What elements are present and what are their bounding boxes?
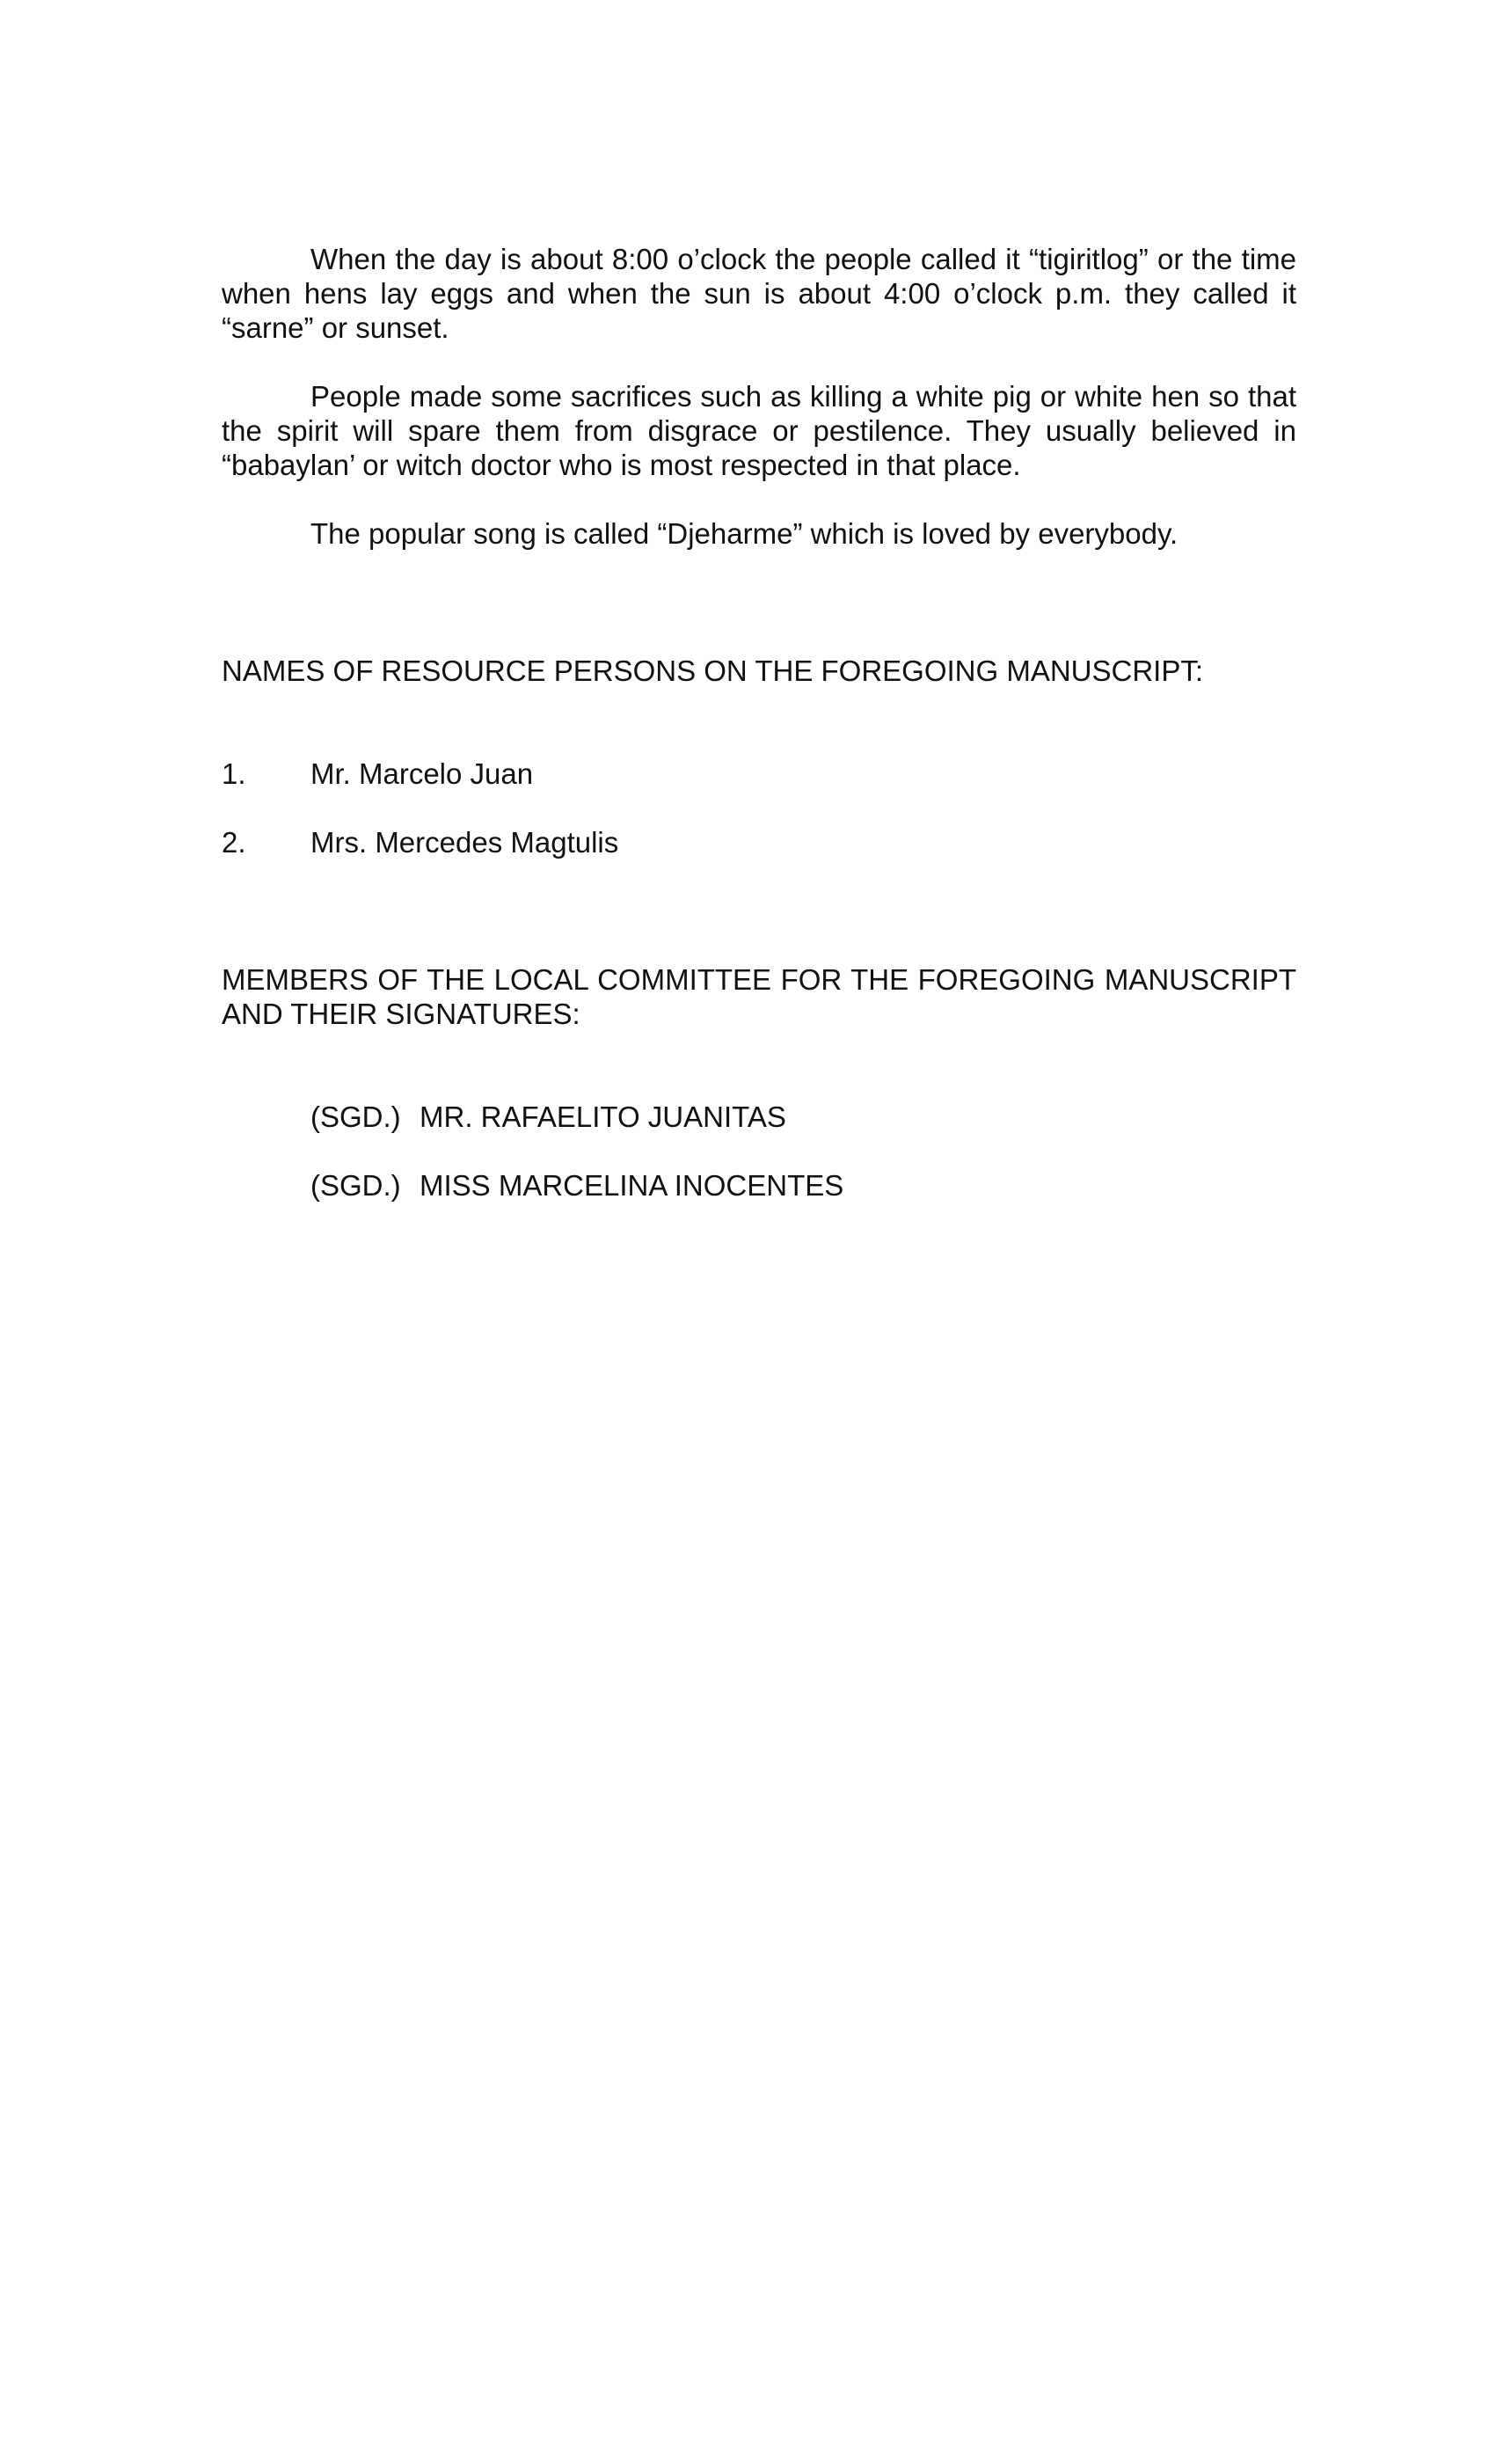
- paragraph-sacrifices: People made some sacrifices such as killing a white pig or white hen so that the spirit will spare them from disgrace or pestilence. They usually believed in “babaylan’ or witch doctor who is most respected in that place.: [222, 380, 1296, 481]
- paragraph-time-of-day: When the day is about 8:00 o’clock the people called it “tigiritlog” or the time when hens lay eggs and when the sun is about 4:00 o’clock p.m. they called it “sarne” or sunset.: [222, 243, 1296, 344]
- paragraph-popular-song: The popular song is called “Djeharme” which is loved by everybody.: [310, 517, 1179, 550]
- list-item-number: 2.: [222, 826, 246, 859]
- spacer: [222, 551, 1296, 654]
- spacer: [222, 688, 1296, 757]
- spacer: [222, 1134, 1296, 1168]
- committee-member-line: [222, 1100, 1296, 1134]
- list-item-number: 1.: [222, 757, 246, 790]
- signed-marker: (SGD.): [310, 1100, 401, 1133]
- spacer: [222, 1031, 1296, 1100]
- committee-member-line: [222, 1168, 1296, 1203]
- spacer: [222, 791, 1296, 825]
- committee-member-name: MISS MARCELINA INOCENTES: [420, 1169, 844, 1202]
- spacer: [222, 859, 1296, 962]
- list-item: [222, 757, 1296, 791]
- spacer: [222, 345, 1296, 379]
- resource-person-name: Mr. Marcelo Juan: [310, 757, 534, 790]
- spacer: [222, 482, 1296, 516]
- signed-marker: (SGD.): [310, 1169, 401, 1202]
- resource-persons-heading: NAMES OF RESOURCE PERSONS ON THE FOREGOING MANUSCRIPT:: [222, 654, 1204, 687]
- resource-person-name: Mrs. Mercedes Magtulis: [310, 826, 619, 859]
- list-item: [222, 825, 1296, 859]
- document-page: [222, 242, 1296, 1203]
- committee-heading: MEMBERS OF THE LOCAL COMMITTEE FOR THE FOREGOING MANUSCRIPT AND THEIR SIGNATURES:: [222, 963, 1296, 1030]
- committee-member-name: MR. RAFAELITO JUANITAS: [420, 1100, 786, 1133]
